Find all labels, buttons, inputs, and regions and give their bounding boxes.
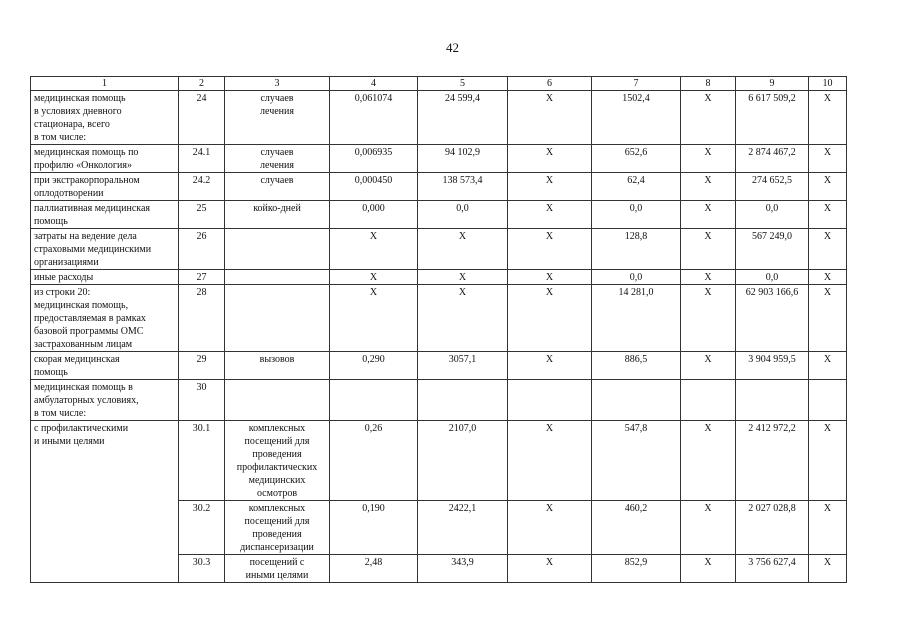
- table-row: [31, 173, 847, 201]
- table-cell: X: [508, 229, 592, 270]
- table-cell: 0,0: [592, 201, 681, 229]
- table-cell: X: [681, 555, 736, 583]
- table-cell: 30.2: [179, 501, 225, 555]
- table-cell: 1502,4: [592, 91, 681, 145]
- table-cell: 0,0: [418, 201, 508, 229]
- table-cell: X: [681, 229, 736, 270]
- column-header: 9: [736, 77, 809, 91]
- table-cell: 852,9: [592, 555, 681, 583]
- table-cell: X: [681, 173, 736, 201]
- table-cell: [330, 380, 418, 421]
- table-cell: [225, 285, 330, 352]
- table-cell: 138 573,4: [418, 173, 508, 201]
- table-cell: 94 102,9: [418, 145, 508, 173]
- table-row: [31, 285, 847, 352]
- table-row: [31, 145, 847, 173]
- table-cell: X: [681, 270, 736, 285]
- column-header: 8: [681, 77, 736, 91]
- table-cell: 2 412 972,2: [736, 421, 809, 501]
- table-cell: X: [809, 173, 847, 201]
- table-cell: 24 599,4: [418, 91, 508, 145]
- table-cell: [681, 380, 736, 421]
- table-row: [31, 380, 847, 421]
- table-cell: случаев: [225, 173, 330, 201]
- table-row: [31, 201, 847, 229]
- table-cell: [809, 380, 847, 421]
- table-cell: X: [681, 501, 736, 555]
- table-cell: [508, 380, 592, 421]
- table-cell: комплексных посещений для проведения профилактических медицинских осмотров: [225, 421, 330, 501]
- table-cell: медицинская помощь по профилю «Онкология»: [31, 145, 179, 173]
- group-label-cell: с профилактическими и иными целями: [31, 421, 179, 583]
- table-cell: 0,0: [592, 270, 681, 285]
- table-cell: иные расходы: [31, 270, 179, 285]
- table-cell: X: [508, 352, 592, 380]
- column-header: 10: [809, 77, 847, 91]
- table-cell: 24: [179, 91, 225, 145]
- table-cell: 24.1: [179, 145, 225, 173]
- table-cell: X: [809, 229, 847, 270]
- table-cell: 128,8: [592, 229, 681, 270]
- table-cell: 2 027 028,8: [736, 501, 809, 555]
- table-cell: 547,8: [592, 421, 681, 501]
- table-cell: [418, 380, 508, 421]
- table-cell: 0,006935: [330, 145, 418, 173]
- table-cell: 6 617 509,2: [736, 91, 809, 145]
- column-header: 3: [225, 77, 330, 91]
- table-cell: 0,0: [736, 270, 809, 285]
- table-cell: 343,9: [418, 555, 508, 583]
- table-cell: X: [508, 421, 592, 501]
- table-cell: 0,061074: [330, 91, 418, 145]
- table-cell: X: [809, 352, 847, 380]
- table-cell: 3057,1: [418, 352, 508, 380]
- table-cell: 3 904 959,5: [736, 352, 809, 380]
- table-row: [31, 91, 847, 145]
- table-row: [31, 421, 847, 501]
- table-cell: X: [681, 285, 736, 352]
- table-cell: 0,26: [330, 421, 418, 501]
- table-cell: X: [508, 145, 592, 173]
- table-cell: X: [809, 421, 847, 501]
- table-cell: медицинская помощь в условиях дневного стационара, всего в том числе:: [31, 91, 179, 145]
- table-cell: [736, 380, 809, 421]
- table-cell: 28: [179, 285, 225, 352]
- table-cell: 886,5: [592, 352, 681, 380]
- table-cell: при экстракорпоральном оплодотворении: [31, 173, 179, 201]
- table-cell: X: [681, 145, 736, 173]
- table-cell: X: [508, 270, 592, 285]
- table-cell: 30.3: [179, 555, 225, 583]
- table-cell: 26: [179, 229, 225, 270]
- table-cell: X: [809, 145, 847, 173]
- table-cell: X: [681, 352, 736, 380]
- table-cell: скорая медицинская помощь: [31, 352, 179, 380]
- table-cell: X: [809, 91, 847, 145]
- table-cell: 567 249,0: [736, 229, 809, 270]
- table-cell: 25: [179, 201, 225, 229]
- table-cell: медицинская помощь в амбулаторных условиях, в том числе:: [31, 380, 179, 421]
- table-cell: X: [508, 555, 592, 583]
- table-cell: 29: [179, 352, 225, 380]
- table-cell: 0,290: [330, 352, 418, 380]
- table-cell: комплексных посещений для проведения диспансеризации: [225, 501, 330, 555]
- table-cell: X: [681, 421, 736, 501]
- table-cell: X: [809, 270, 847, 285]
- table-cell: из строки 20: медицинская помощь, предоставляемая в рамках базовой программы ОМС застрахованным лицам: [31, 285, 179, 352]
- table-cell: затраты на ведение дела страховыми медицинскими организациями: [31, 229, 179, 270]
- table-cell: 0,0: [736, 201, 809, 229]
- data-table: [30, 76, 847, 583]
- table-cell: X: [418, 270, 508, 285]
- table-cell: [225, 380, 330, 421]
- table-cell: койко-дней: [225, 201, 330, 229]
- table-cell: X: [681, 201, 736, 229]
- table-cell: [592, 380, 681, 421]
- table-cell: 62 903 166,6: [736, 285, 809, 352]
- column-header: 6: [508, 77, 592, 91]
- table-cell: X: [418, 229, 508, 270]
- page-number: 42: [446, 40, 459, 55]
- table-cell: 2,48: [330, 555, 418, 583]
- table-cell: 274 652,5: [736, 173, 809, 201]
- table-cell: X: [508, 201, 592, 229]
- table-cell: 30.1: [179, 421, 225, 501]
- table-cell: 14 281,0: [592, 285, 681, 352]
- table-cell: посещений с иными целями: [225, 555, 330, 583]
- column-header: 2: [179, 77, 225, 91]
- table-cell: X: [508, 285, 592, 352]
- table-cell: X: [508, 173, 592, 201]
- table-cell: 30: [179, 380, 225, 421]
- table-cell: 24.2: [179, 173, 225, 201]
- table-cell: 652,6: [592, 145, 681, 173]
- table-cell: 0,190: [330, 501, 418, 555]
- table-cell: X: [418, 285, 508, 352]
- table-cell: [225, 229, 330, 270]
- table-cell: [225, 270, 330, 285]
- table-cell: X: [809, 555, 847, 583]
- table-cell: случаев лечения: [225, 91, 330, 145]
- table-cell: 3 756 627,4: [736, 555, 809, 583]
- column-header: 4: [330, 77, 418, 91]
- table-cell: X: [330, 270, 418, 285]
- table-cell: 62,4: [592, 173, 681, 201]
- table-cell: случаев лечения: [225, 145, 330, 173]
- table-header-row: [31, 77, 847, 91]
- table-cell: 27: [179, 270, 225, 285]
- table-cell: 0,000450: [330, 173, 418, 201]
- table-cell: X: [809, 501, 847, 555]
- table-row: [31, 270, 847, 285]
- table-cell: X: [330, 285, 418, 352]
- table-cell: паллиативная медицинская помощь: [31, 201, 179, 229]
- table-cell: 2 874 467,2: [736, 145, 809, 173]
- table-cell: X: [809, 201, 847, 229]
- column-header: 7: [592, 77, 681, 91]
- table-cell: вызовов: [225, 352, 330, 380]
- column-header: 5: [418, 77, 508, 91]
- table-row: [31, 229, 847, 270]
- column-header: 1: [31, 77, 179, 91]
- table-cell: 0,000: [330, 201, 418, 229]
- table-cell: X: [330, 229, 418, 270]
- table-row: [31, 352, 847, 380]
- table-cell: X: [681, 91, 736, 145]
- table-cell: 2107,0: [418, 421, 508, 501]
- table-cell: 2422,1: [418, 501, 508, 555]
- table-cell: X: [809, 285, 847, 352]
- table-cell: 460,2: [592, 501, 681, 555]
- table-cell: X: [508, 91, 592, 145]
- table-cell: X: [508, 501, 592, 555]
